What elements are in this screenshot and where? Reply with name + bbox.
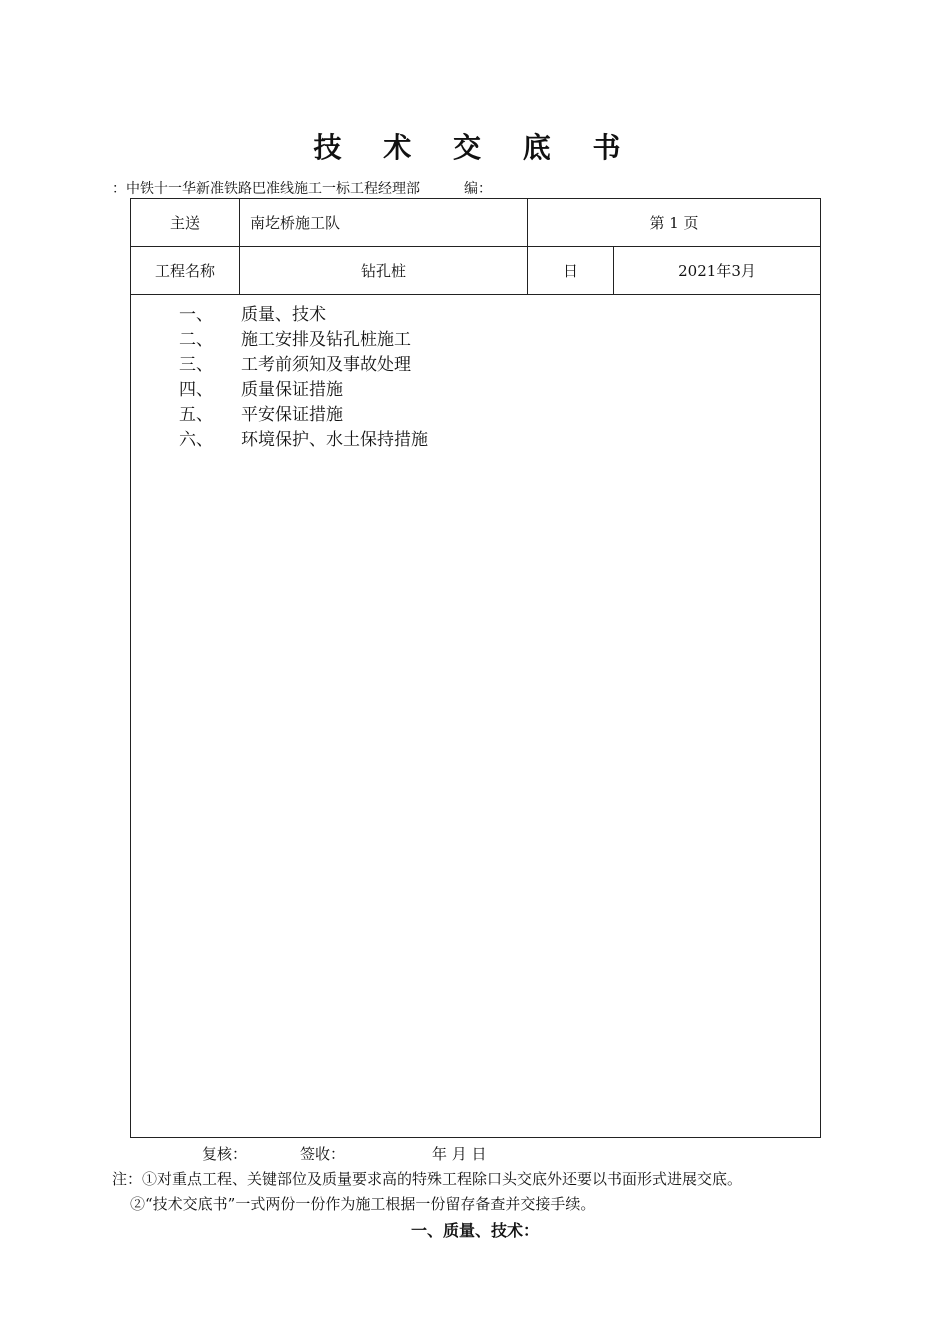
list-item: 五、 平安保证措施 xyxy=(179,405,343,425)
page-number: 第 1 页 xyxy=(528,199,821,247)
project-name-label: 工程名称 xyxy=(131,247,240,295)
list-item: 四、 质量保证措施 xyxy=(179,380,343,400)
table-row xyxy=(131,199,821,247)
code-label: 编： xyxy=(464,181,492,197)
signature-line xyxy=(202,1143,487,1164)
issuing-unit: ：中铁十一华新准铁路巴准线施工一标工程经理部 xyxy=(112,181,420,197)
list-item: 三、 工考前须知及事故处理 xyxy=(179,355,411,375)
document-title: 技 术 交 底 书 xyxy=(313,131,637,164)
issuing-unit-line xyxy=(112,178,492,198)
note-1: 注：①对重点工程、关键部位及质量要求高的特殊工程除口头交底外还要以书面形式进展交底。 xyxy=(112,1170,743,1188)
send-to-label: 主送 xyxy=(131,199,240,247)
date-label: 日 xyxy=(528,247,614,295)
handover-table xyxy=(130,198,821,1138)
content-area xyxy=(131,295,821,1138)
table-row xyxy=(131,247,821,295)
table-row xyxy=(131,295,821,1138)
review-label: 复核： xyxy=(202,1145,248,1163)
signature-date: 年 月 日 xyxy=(432,1145,487,1163)
note-2: ②“技术交底书”一式两份一份作为施工根据一份留存备查并交接手续。 xyxy=(130,1195,596,1213)
list-item: 一、 质量、技术 xyxy=(179,305,326,325)
section-heading: 一、质量、技术： xyxy=(410,1221,539,1240)
list-item: 六、 环境保护、水土保持措施 xyxy=(179,430,428,450)
project-name-value: 钻孔桩 xyxy=(240,247,528,295)
send-to-value: 南圪桥施工队 xyxy=(240,199,528,247)
receive-label: 签收： xyxy=(300,1145,346,1163)
contents-list xyxy=(131,295,820,453)
list-item: 二、 施工安排及钻孔桩施工 xyxy=(179,330,411,350)
date-value: 2021年3月 xyxy=(614,247,821,295)
